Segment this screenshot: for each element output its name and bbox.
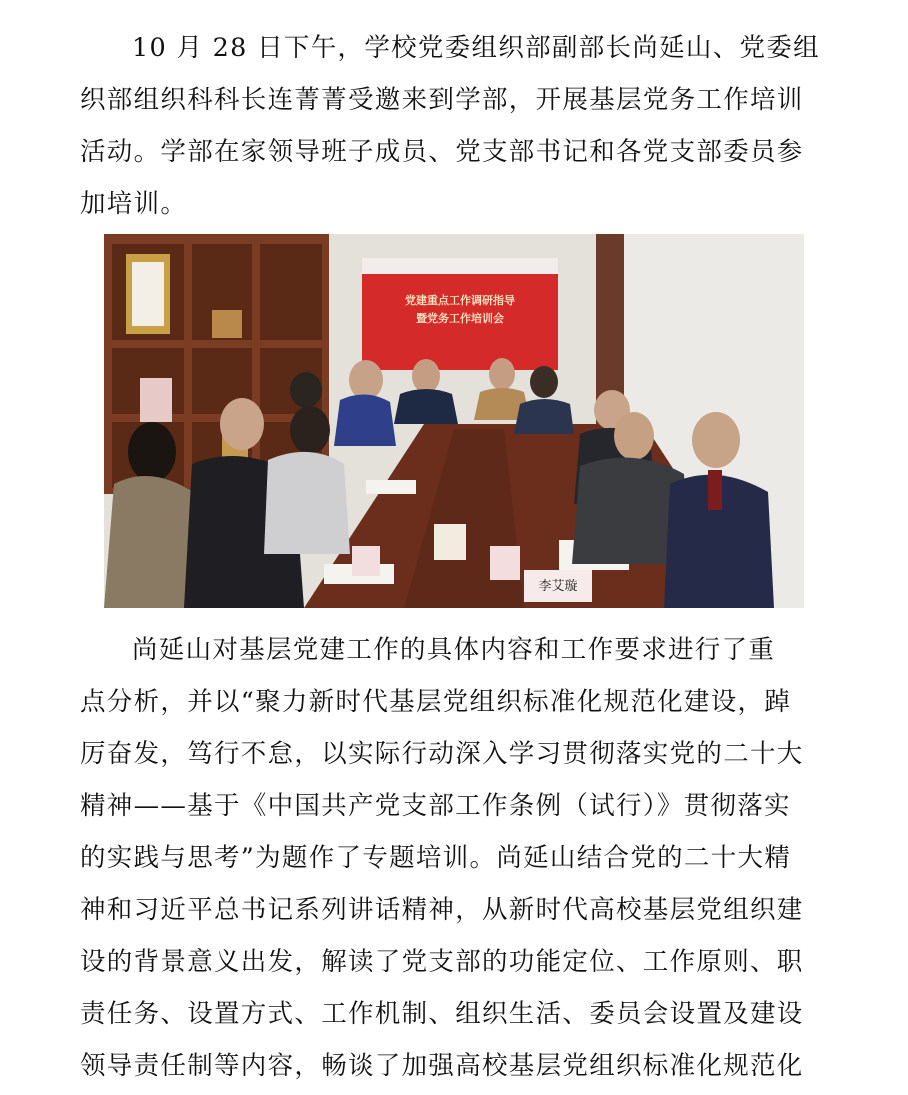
text-line: 设的背景意义出发，解读了党支部的功能定位、工作原则、职 bbox=[80, 947, 804, 977]
body-paragraph bbox=[80, 624, 840, 1092]
text-line: 点分析，并以“聚力新时代基层党组织标准化规范化建设，踔 bbox=[80, 687, 792, 717]
text-line: 精神——基于《中国共产党支部工作条例（试行）》贯彻落实 bbox=[80, 791, 791, 821]
text-line: 加培训。 bbox=[80, 189, 188, 219]
nameplate-label: 李艾璇 bbox=[538, 579, 578, 594]
text-line: 尚延山对基层党建工作的具体内容和工作要求进行了重 bbox=[132, 635, 776, 665]
text-line: 10 月 28 日下午，学校党委组织部副部长尚延山、党委组 bbox=[132, 33, 820, 63]
text-line: 织部组织科科长连菁菁受邀来到学部，开展基层党务工作培训 bbox=[80, 85, 804, 115]
text-line: 的实践与思考”为题作了专题培训。尚延山结合党的二十大精 bbox=[80, 843, 792, 873]
text-line: 领导责任制等内容，畅谈了加强高校基层党组织标准化规范化 bbox=[80, 1051, 804, 1081]
intro-paragraph bbox=[80, 22, 840, 230]
screen-title-2: 暨党务工作培训会 bbox=[416, 312, 504, 325]
text-line: 神和习近平总书记系列讲话精神，从新时代高校基层党组织建 bbox=[80, 895, 804, 925]
screen-title-1: 党建重点工作调研指导 bbox=[405, 294, 515, 307]
text-line: 责任务、设置方式、工作机制、组织生活、委员会设置及建设 bbox=[80, 999, 804, 1029]
meeting-photo bbox=[104, 234, 804, 608]
text-line: 厉奋发，笃行不怠，以实际行动深入学习贯彻落实党的二十大 bbox=[80, 739, 804, 769]
text-line: 活动。学部在家领导班子成员、党支部书记和各党支部委员参 bbox=[80, 137, 804, 167]
